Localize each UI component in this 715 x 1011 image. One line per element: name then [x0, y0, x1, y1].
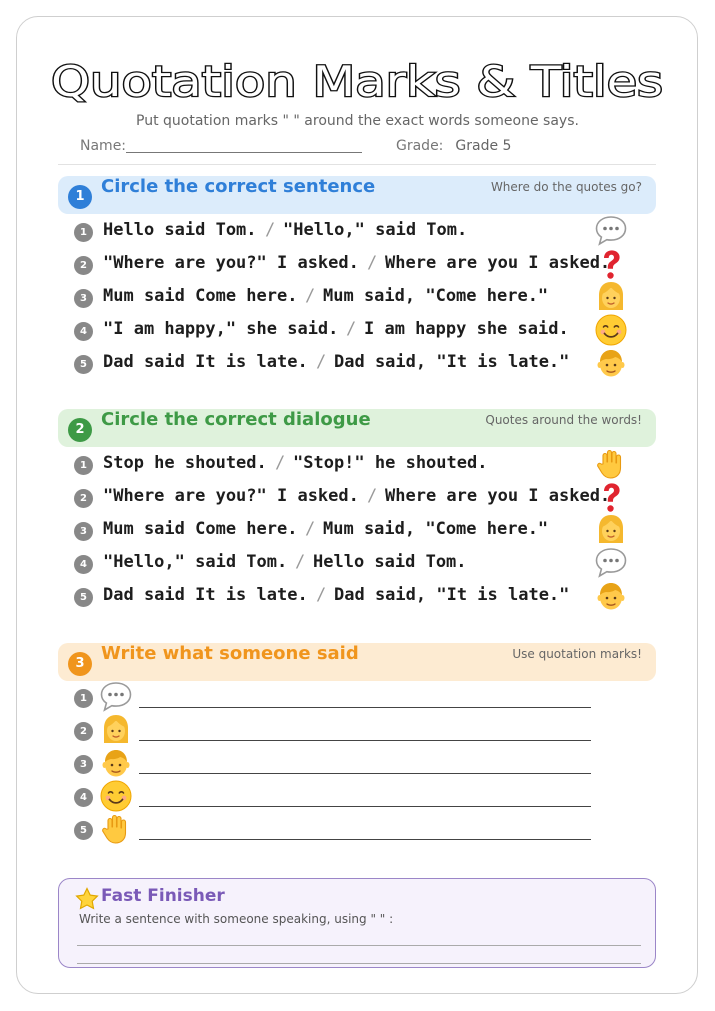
answer-line[interactable]	[139, 740, 591, 741]
question-row	[74, 450, 634, 480]
section-number-badge: 1	[68, 185, 92, 209]
answer-line[interactable]	[139, 773, 591, 774]
option-b[interactable]: Dad said, "It is late."	[334, 585, 570, 605]
option-separator: /	[346, 319, 357, 339]
name-label: Name:	[80, 138, 127, 154]
option-separator: /	[316, 352, 327, 372]
option-a[interactable]: Mum said Come here.	[103, 519, 298, 539]
speech-bubble-icon	[98, 679, 134, 715]
option-b[interactable]: Mum said, "Come here."	[323, 519, 549, 539]
question-number: 1	[74, 223, 93, 242]
fast-finisher-instructions: Write a sentence with someone speaking, using " " :	[79, 912, 394, 926]
question-number: 4	[74, 555, 93, 574]
write-row	[74, 747, 594, 781]
smiling-face-icon	[98, 778, 134, 814]
answer-line[interactable]	[139, 839, 591, 840]
question-number: 3	[74, 522, 93, 541]
question-number: 5	[74, 355, 93, 374]
option-b[interactable]: Where are you I asked.	[385, 253, 611, 273]
grade-value: Grade 5	[455, 138, 512, 154]
question-number: 5	[74, 588, 93, 607]
option-separator: /	[305, 286, 316, 306]
fast-finisher-box	[58, 878, 656, 968]
question-number: 2	[74, 256, 93, 275]
question-number: 1	[74, 689, 93, 708]
section-2-header	[58, 409, 656, 447]
option-b[interactable]: Dad said, "It is late."	[334, 352, 570, 372]
option-separator: /	[367, 253, 378, 273]
fast-finisher-title: Fast Finisher	[101, 886, 225, 906]
star-icon	[75, 887, 99, 911]
option-a[interactable]: Mum said Come here.	[103, 286, 298, 306]
option-b[interactable]: "Stop!" he shouted.	[293, 453, 488, 473]
option-separator: /	[275, 453, 286, 473]
speech-bubble-icon	[593, 213, 629, 249]
question-row	[74, 316, 634, 346]
question-row	[74, 582, 634, 612]
option-separator: /	[295, 552, 306, 572]
section-hint: Where do the quotes go?	[490, 180, 642, 194]
option-a[interactable]: Dad said It is late.	[103, 585, 308, 605]
question-mark-icon	[593, 479, 629, 515]
speech-bubble-icon	[593, 545, 629, 581]
question-number: 2	[74, 722, 93, 741]
option-b[interactable]: Mum said, "Come here."	[323, 286, 549, 306]
question-number: 4	[74, 788, 93, 807]
woman-face-icon	[98, 712, 134, 748]
question-row	[74, 283, 634, 313]
header-divider	[58, 164, 656, 165]
grade-row	[396, 138, 511, 154]
question-row	[74, 516, 634, 546]
name-field[interactable]	[126, 152, 362, 153]
grade-label: Grade:	[396, 138, 444, 154]
question-number: 4	[74, 322, 93, 341]
woman-face-icon	[593, 512, 629, 548]
man-face-icon	[98, 745, 134, 781]
question-row	[74, 217, 634, 247]
question-number: 1	[74, 456, 93, 475]
option-b[interactable]: "Hello," said Tom.	[283, 220, 468, 240]
section-3-header	[58, 643, 656, 681]
option-b[interactable]: I am happy she said.	[364, 319, 569, 339]
raised-hand-icon	[98, 811, 134, 847]
section-hint: Use quotation marks!	[512, 647, 642, 661]
question-number: 3	[74, 289, 93, 308]
option-a[interactable]: Stop he shouted.	[103, 453, 267, 473]
smiling-face-icon	[593, 312, 629, 348]
option-a[interactable]: "Where are you?" I asked.	[103, 253, 359, 273]
question-mark-icon	[593, 246, 629, 282]
question-row	[74, 483, 634, 513]
page-title	[0, 38, 715, 118]
section-number-badge: 3	[68, 652, 92, 676]
man-face-icon	[593, 345, 629, 381]
section-number-badge: 2	[68, 418, 92, 442]
question-number: 2	[74, 489, 93, 508]
raised-hand-icon	[593, 446, 629, 482]
option-b[interactable]: Hello said Tom.	[313, 552, 467, 572]
page-title-text: Quotation Marks & Titles	[51, 57, 663, 106]
section-title: Write what someone said	[101, 643, 359, 664]
answer-line[interactable]	[139, 707, 591, 708]
option-a[interactable]: Dad said It is late.	[103, 352, 308, 372]
write-row	[74, 813, 594, 847]
answer-line[interactable]	[77, 945, 641, 946]
man-face-icon	[593, 578, 629, 614]
option-separator: /	[367, 486, 378, 506]
option-separator: /	[265, 220, 276, 240]
write-row	[74, 681, 594, 715]
option-b[interactable]: Where are you I asked.	[385, 486, 611, 506]
question-row	[74, 250, 634, 280]
write-row	[74, 714, 594, 748]
question-number: 3	[74, 755, 93, 774]
instructions: Put quotation marks " " around the exact words someone says.	[136, 113, 579, 129]
option-separator: /	[305, 519, 316, 539]
option-a[interactable]: "Where are you?" I asked.	[103, 486, 359, 506]
question-row	[74, 349, 634, 379]
section-1-header	[58, 176, 656, 214]
option-a[interactable]: "Hello," said Tom.	[103, 552, 288, 572]
option-separator: /	[316, 585, 327, 605]
question-row	[74, 549, 634, 579]
option-a[interactable]: "I am happy," she said.	[103, 319, 339, 339]
section-hint: Quotes around the words!	[485, 413, 642, 427]
section-title: Circle the correct sentence	[101, 176, 376, 197]
answer-line[interactable]	[139, 806, 591, 807]
write-row	[74, 780, 594, 814]
answer-line[interactable]	[77, 963, 641, 964]
section-title: Circle the correct dialogue	[101, 409, 371, 430]
option-a[interactable]: Hello said Tom.	[103, 220, 257, 240]
woman-face-icon	[593, 279, 629, 315]
question-number: 5	[74, 821, 93, 840]
